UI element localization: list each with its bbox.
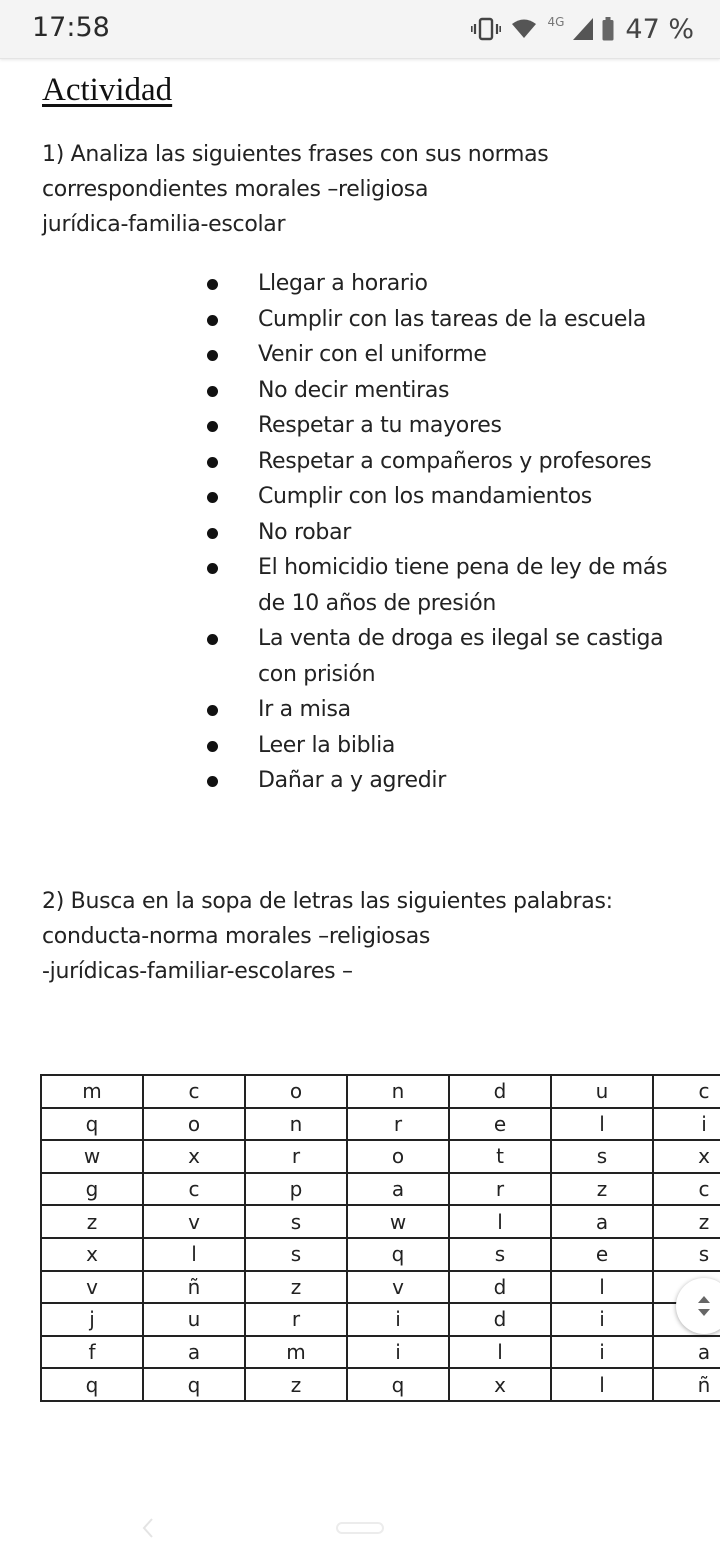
list-item: Cumplir con las tareas de la escuela	[0, 302, 720, 338]
table-row	[41, 1238, 720, 1271]
bullet-icon	[207, 350, 218, 361]
grid-cell: ñ	[653, 1368, 720, 1401]
bullet-icon	[207, 528, 218, 539]
grid-cell: q	[347, 1238, 449, 1271]
grid-cell: n	[245, 1108, 347, 1141]
grid-cell: p	[245, 1173, 347, 1206]
list-item: El homicidio tiene pena de ley de más de 10 años de presión	[0, 550, 720, 621]
list-item: Venir con el uniforme	[0, 337, 720, 373]
grid-cell: q	[41, 1368, 143, 1401]
home-button[interactable]	[336, 1522, 384, 1534]
grid-cell: l	[143, 1238, 245, 1271]
grid-cell: i	[551, 1303, 653, 1336]
grid-cell: n	[347, 1075, 449, 1108]
grid-cell: r	[347, 1108, 449, 1141]
grid-cell: d	[449, 1303, 551, 1336]
list-item: No robar	[0, 515, 720, 551]
grid-cell: s	[449, 1238, 551, 1271]
list-item: Llegar a horario	[0, 266, 720, 302]
grid-cell: q	[143, 1368, 245, 1401]
grid-cell: ñ	[143, 1271, 245, 1304]
grid-cell: v	[347, 1271, 449, 1304]
bullet-icon	[207, 315, 218, 326]
grid-cell: s	[245, 1205, 347, 1238]
grid-cell: s	[653, 1238, 720, 1271]
grid-cell: x	[41, 1238, 143, 1271]
back-icon[interactable]	[140, 1516, 156, 1540]
grid-cell: v	[143, 1205, 245, 1238]
grid-cell: t	[449, 1140, 551, 1173]
table-row	[41, 1336, 720, 1369]
grid-cell: r	[245, 1140, 347, 1173]
grid-cell: l	[449, 1336, 551, 1369]
list-item: Leer la biblia	[0, 728, 720, 764]
grid-cell: m	[41, 1075, 143, 1108]
bullet-icon	[207, 457, 218, 468]
list-item: Respetar a tu mayores	[0, 408, 720, 444]
grid-cell: z	[551, 1173, 653, 1206]
grid-cell: o	[347, 1140, 449, 1173]
bullet-icon	[207, 421, 218, 432]
bullet-icon	[207, 563, 218, 574]
list-item: Respetar a compañeros y profesores	[0, 444, 720, 480]
list-item: No decir mentiras	[0, 373, 720, 409]
section1-line: jurídica-familia-escolar	[42, 212, 286, 237]
grid-cell: d	[449, 1271, 551, 1304]
phrases-list	[0, 266, 720, 799]
page-title: Actividad	[42, 72, 173, 108]
grid-cell: a	[143, 1336, 245, 1369]
table-row	[41, 1205, 720, 1238]
grid-cell: e	[449, 1108, 551, 1141]
grid-cell: r	[449, 1173, 551, 1206]
grid-cell: w	[347, 1205, 449, 1238]
grid-cell: v	[41, 1271, 143, 1304]
grid-cell: q	[41, 1108, 143, 1141]
grid-cell: z	[653, 1205, 720, 1238]
grid-cell: l	[551, 1368, 653, 1401]
grid-cell: q	[347, 1368, 449, 1401]
section1-instructions	[42, 137, 548, 242]
network-type: 4G	[547, 15, 565, 29]
grid-cell: l	[551, 1108, 653, 1141]
grid-cell: z	[41, 1205, 143, 1238]
grid-cell: e	[551, 1238, 653, 1271]
grid-cell: a	[653, 1336, 720, 1369]
list-item: Ir a misa	[0, 692, 720, 728]
grid-cell: a	[347, 1173, 449, 1206]
section2-line: conducta-norma morales –religiosas	[42, 924, 431, 949]
grid-cell: r	[245, 1303, 347, 1336]
table-row	[41, 1075, 720, 1108]
grid-cell: c	[653, 1075, 720, 1108]
grid-cell: d	[449, 1075, 551, 1108]
grid-cell: z	[245, 1271, 347, 1304]
grid-cell: i	[653, 1108, 720, 1141]
battery-percent: 47 %	[625, 13, 694, 45]
bullet-icon	[207, 776, 218, 787]
table-row	[41, 1108, 720, 1141]
grid-cell: x	[449, 1368, 551, 1401]
table-row	[41, 1173, 720, 1206]
grid-cell: o	[143, 1108, 245, 1141]
word-search-grid	[40, 1074, 720, 1420]
battery-icon	[602, 17, 614, 41]
grid-cell: g	[41, 1173, 143, 1206]
section1-line: 1) Analiza las siguientes frases con sus normas	[42, 142, 549, 167]
grid-cell: x	[143, 1140, 245, 1173]
grid-cell: z	[245, 1368, 347, 1401]
grid-cell: f	[41, 1336, 143, 1369]
grid-cell: s	[551, 1140, 653, 1173]
bullet-icon	[207, 279, 218, 290]
bullet-icon	[207, 492, 218, 503]
table-row	[41, 1303, 720, 1336]
grid-cell: a	[551, 1205, 653, 1238]
list-item: Cumplir con los mandamientos	[0, 479, 720, 515]
grid-cell: u	[551, 1075, 653, 1108]
vibrate-icon	[471, 17, 501, 41]
bullet-icon	[207, 386, 218, 397]
wifi-icon	[510, 18, 538, 40]
status-icons	[471, 14, 694, 44]
word-search-table	[40, 1074, 720, 1402]
section2-instructions	[42, 884, 613, 989]
grid-cell: j	[41, 1303, 143, 1336]
grid-cell: m	[245, 1336, 347, 1369]
grid-cell: c	[653, 1173, 720, 1206]
grid-cell: u	[143, 1303, 245, 1336]
signal-icon	[573, 18, 593, 40]
list-item: Dañar a y agredir	[0, 763, 720, 799]
bullet-icon	[207, 741, 218, 752]
grid-cell: s	[245, 1238, 347, 1271]
grid-cell: w	[41, 1140, 143, 1173]
grid-cell: l	[449, 1205, 551, 1238]
grid-cell: c	[143, 1173, 245, 1206]
table-row	[41, 1271, 720, 1304]
section2-line: 2) Busca en la sopa de letras las siguientes palabras:	[42, 889, 613, 914]
scroll-arrows-icon	[690, 1292, 718, 1320]
grid-cell: i	[347, 1336, 449, 1369]
list-item: La venta de droga es ilegal se castiga con prisión	[0, 621, 720, 692]
table-row	[41, 1140, 720, 1173]
grid-cell: i	[551, 1336, 653, 1369]
grid-cell: l	[551, 1271, 653, 1304]
bullet-icon	[207, 634, 218, 645]
grid-cell: o	[245, 1075, 347, 1108]
clock: 17:58	[32, 12, 110, 43]
bullet-icon	[207, 705, 218, 716]
grid-cell: c	[143, 1075, 245, 1108]
table-row	[41, 1368, 720, 1401]
section2-line: -jurídicas-familiar-escolares –	[42, 959, 353, 984]
grid-cell: x	[653, 1140, 720, 1173]
grid-cell: i	[347, 1303, 449, 1336]
section1-line: correspondientes morales –religiosa	[42, 177, 429, 202]
status-bar	[0, 0, 720, 59]
